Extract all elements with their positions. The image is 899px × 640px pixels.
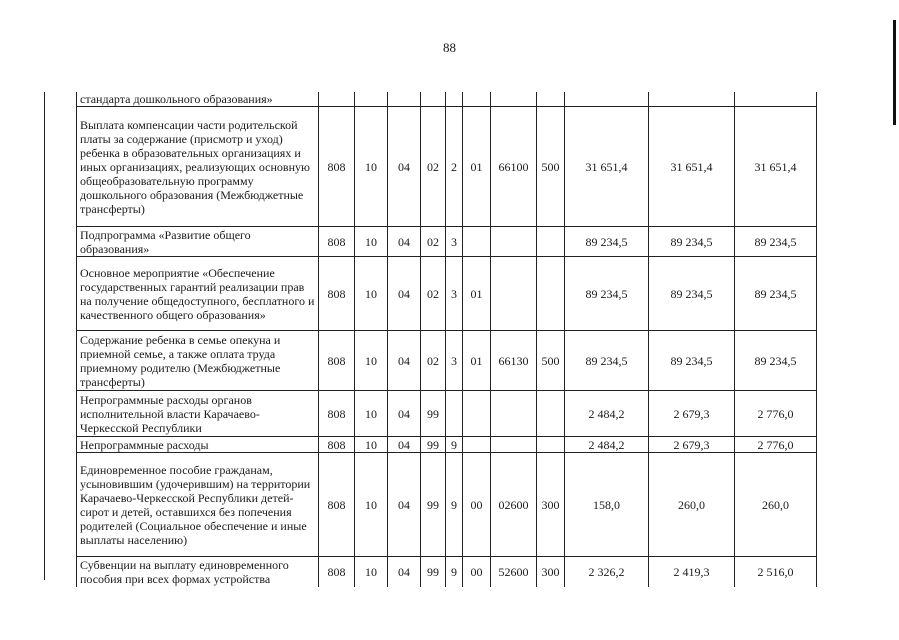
cell-subprogram: 3 bbox=[446, 227, 463, 257]
table-row bbox=[77, 391, 817, 437]
cell-year-2 bbox=[649, 92, 735, 107]
cell-section bbox=[355, 92, 388, 107]
cell-year-3: 89 234,5 bbox=[735, 227, 817, 257]
cell-grbs: 808 bbox=[319, 557, 355, 587]
cell-year-1: 89 234,5 bbox=[565, 257, 649, 331]
table-row bbox=[77, 557, 817, 587]
cell-section: 10 bbox=[355, 437, 388, 453]
cell-expense-type: 500 bbox=[537, 331, 565, 391]
cell-expense-type bbox=[537, 391, 565, 437]
cell-program: 99 bbox=[421, 437, 446, 453]
cell-subsection: 04 bbox=[388, 107, 421, 227]
cell-activity: 00 bbox=[463, 557, 491, 587]
cell-year-3: 2 776,0 bbox=[735, 437, 817, 453]
row-name: Непрограммные расходы bbox=[77, 437, 319, 453]
table-body bbox=[77, 92, 817, 587]
cell-subsection: 04 bbox=[388, 391, 421, 437]
cell-activity: 00 bbox=[463, 453, 491, 557]
cell-subsection bbox=[388, 92, 421, 107]
table-row bbox=[77, 453, 817, 557]
cell-year-2: 31 651,4 bbox=[649, 107, 735, 227]
row-name: Субвенции на выплату единовременного пособия при всех формах устройства bbox=[77, 557, 319, 587]
cell-direction bbox=[491, 257, 537, 331]
row-name: стандарта дошкольного образования» bbox=[77, 92, 319, 107]
cell-program: 02 bbox=[421, 107, 446, 227]
cell-section: 10 bbox=[355, 331, 388, 391]
cell-grbs: 808 bbox=[319, 257, 355, 331]
row-name: Основное мероприятие «Обеспечение государственных гарантий реализации прав на получение общедоступного, бесплатного и качественного общего образования» bbox=[77, 257, 319, 331]
cell-program: 99 bbox=[421, 453, 446, 557]
cell-year-2: 2 419,3 bbox=[649, 557, 735, 587]
cell-subprogram bbox=[446, 391, 463, 437]
cell-subprogram bbox=[446, 92, 463, 107]
cell-year-3: 31 651,4 bbox=[735, 107, 817, 227]
table-row bbox=[77, 257, 817, 331]
cell-year-1: 31 651,4 bbox=[565, 107, 649, 227]
cell-year-3: 260,0 bbox=[735, 453, 817, 557]
cell-direction: 52600 bbox=[491, 557, 537, 587]
table-row bbox=[77, 107, 817, 227]
cell-year-3 bbox=[735, 92, 817, 107]
cell-program: 02 bbox=[421, 227, 446, 257]
cell-year-2: 2 679,3 bbox=[649, 391, 735, 437]
row-name: Единовременное пособие гражданам, усыновившим (удочерившим) на территории Карачаево-Черкесской Республики детей-сирот и детей, оставшихся без попечения родителей (Социальное обеспечение и иные выплаты населению) bbox=[77, 453, 319, 557]
cell-subsection: 04 bbox=[388, 557, 421, 587]
cell-year-2: 2 679,3 bbox=[649, 437, 735, 453]
cell-section: 10 bbox=[355, 107, 388, 227]
cell-direction: 66100 bbox=[491, 107, 537, 227]
cell-subprogram: 2 bbox=[446, 107, 463, 227]
table-row bbox=[77, 437, 817, 453]
budget-table bbox=[76, 92, 817, 587]
cell-year-2: 89 234,5 bbox=[649, 227, 735, 257]
cell-activity: 01 bbox=[463, 107, 491, 227]
cell-direction bbox=[491, 437, 537, 453]
cell-direction bbox=[491, 391, 537, 437]
scan-edge-mark bbox=[893, 20, 896, 125]
table-row bbox=[77, 227, 817, 257]
cell-year-2: 89 234,5 bbox=[649, 257, 735, 331]
cell-activity bbox=[463, 92, 491, 107]
cell-section: 10 bbox=[355, 557, 388, 587]
cell-activity bbox=[463, 227, 491, 257]
cell-expense-type: 300 bbox=[537, 557, 565, 587]
cell-year-1: 158,0 bbox=[565, 453, 649, 557]
cell-year-1: 2 326,2 bbox=[565, 557, 649, 587]
cell-section: 10 bbox=[355, 391, 388, 437]
cell-year-3: 2 516,0 bbox=[735, 557, 817, 587]
cell-activity: 01 bbox=[463, 331, 491, 391]
row-name: Содержание ребенка в семье опекуна и приемной семье, а также оплата труда приемному родителю (Межбюджетные трансферты) bbox=[77, 331, 319, 391]
cell-subprogram: 3 bbox=[446, 331, 463, 391]
cell-year-1 bbox=[565, 92, 649, 107]
cell-direction bbox=[491, 227, 537, 257]
cell-year-1: 89 234,5 bbox=[565, 227, 649, 257]
cell-program: 02 bbox=[421, 257, 446, 331]
cell-activity bbox=[463, 437, 491, 453]
cell-grbs: 808 bbox=[319, 453, 355, 557]
cell-direction: 02600 bbox=[491, 453, 537, 557]
cell-activity: 01 bbox=[463, 257, 491, 331]
cell-grbs: 808 bbox=[319, 107, 355, 227]
table-row bbox=[77, 331, 817, 391]
cell-expense-type bbox=[537, 92, 565, 107]
cell-subsection: 04 bbox=[388, 453, 421, 557]
row-name: Выплата компенсации части родительской платы за содержание (присмотр и уход) ребенка в образовательных организациях и иных организациях, реализующих основную общеобразовательную программу дошкольного образования (Межбюджетные трансферты) bbox=[77, 107, 319, 227]
cell-grbs: 808 bbox=[319, 331, 355, 391]
cell-subsection: 04 bbox=[388, 437, 421, 453]
cell-subsection: 04 bbox=[388, 331, 421, 391]
cell-expense-type bbox=[537, 257, 565, 331]
cell-activity bbox=[463, 391, 491, 437]
cell-year-1: 2 484,2 bbox=[565, 391, 649, 437]
cell-grbs: 808 bbox=[319, 391, 355, 437]
row-name: Подпрограмма «Развитие общего образования» bbox=[77, 227, 319, 257]
cell-subsection: 04 bbox=[388, 227, 421, 257]
table-row bbox=[77, 92, 817, 107]
cell-expense-type: 300 bbox=[537, 453, 565, 557]
cell-subprogram: 9 bbox=[446, 453, 463, 557]
cell-direction: 66130 bbox=[491, 331, 537, 391]
cell-expense-type bbox=[537, 437, 565, 453]
cell-expense-type: 500 bbox=[537, 107, 565, 227]
cell-year-3: 2 776,0 bbox=[735, 391, 817, 437]
cell-grbs: 808 bbox=[319, 227, 355, 257]
table-left-margin-column bbox=[44, 92, 77, 580]
cell-program bbox=[421, 92, 446, 107]
cell-subprogram: 9 bbox=[446, 557, 463, 587]
cell-section: 10 bbox=[355, 257, 388, 331]
cell-program: 99 bbox=[421, 391, 446, 437]
cell-year-3: 89 234,5 bbox=[735, 331, 817, 391]
page-number: 88 bbox=[443, 40, 456, 55]
cell-direction bbox=[491, 92, 537, 107]
cell-grbs: 808 bbox=[319, 437, 355, 453]
cell-year-2: 260,0 bbox=[649, 453, 735, 557]
cell-subprogram: 9 bbox=[446, 437, 463, 453]
cell-year-1: 2 484,2 bbox=[565, 437, 649, 453]
row-name: Непрограммные расходы органов исполнительной власти Карачаево-Черкесской Республики bbox=[77, 391, 319, 437]
cell-grbs bbox=[319, 92, 355, 107]
cell-program: 99 bbox=[421, 557, 446, 587]
cell-year-1: 89 234,5 bbox=[565, 331, 649, 391]
cell-subprogram: 3 bbox=[446, 257, 463, 331]
cell-year-2: 89 234,5 bbox=[649, 331, 735, 391]
cell-subsection: 04 bbox=[388, 257, 421, 331]
cell-expense-type bbox=[537, 227, 565, 257]
cell-year-3: 89 234,5 bbox=[735, 257, 817, 331]
cell-section: 10 bbox=[355, 227, 388, 257]
cell-section: 10 bbox=[355, 453, 388, 557]
cell-program: 02 bbox=[421, 331, 446, 391]
